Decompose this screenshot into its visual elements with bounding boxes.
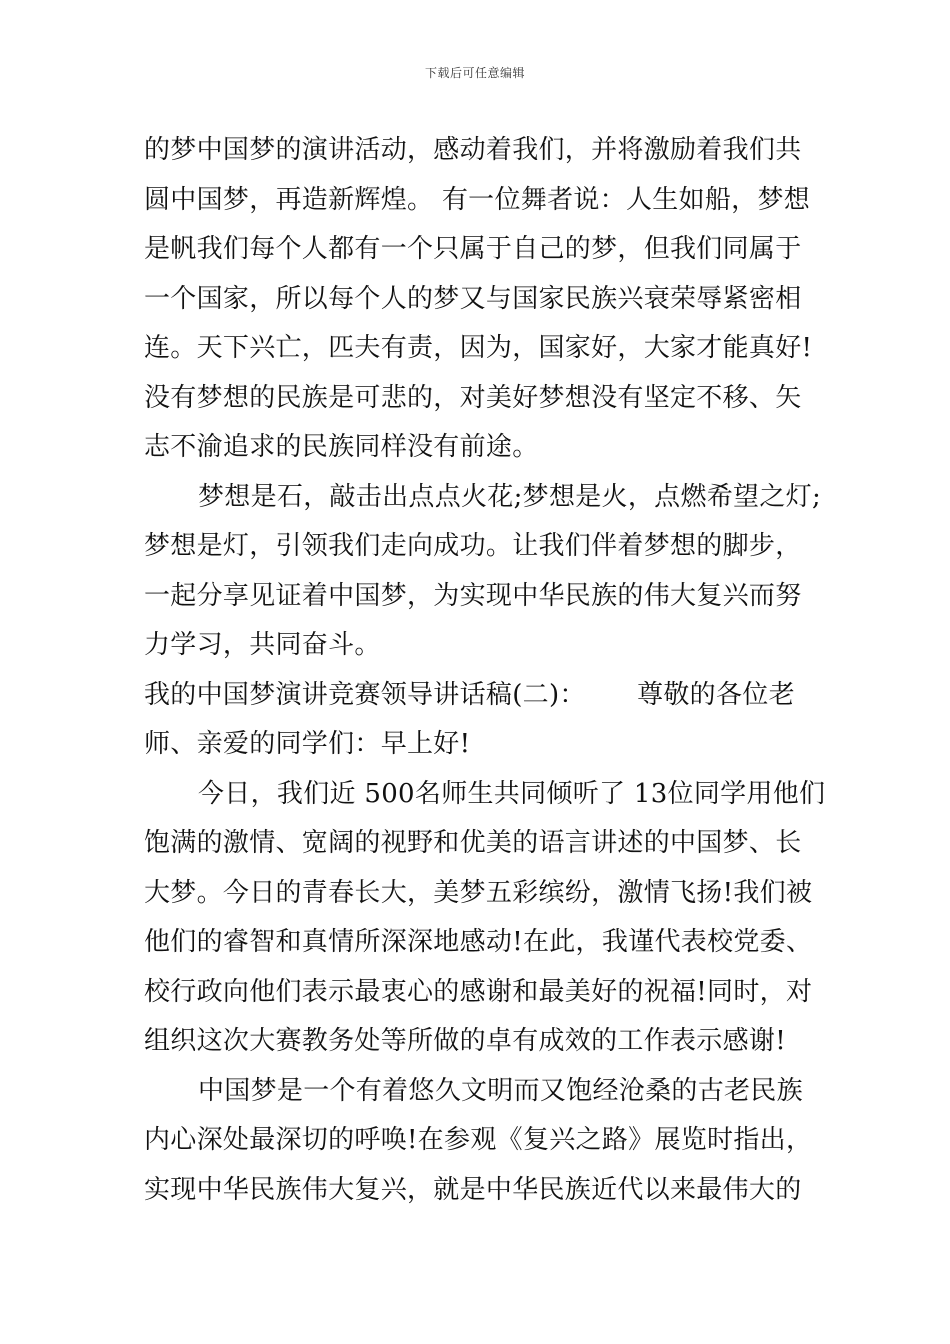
page-header: 下载后可任意编辑 — [424, 66, 525, 80]
text-line: 大梦。今日的青春长大，美梦五彩缤纷，激情飞扬!我们被 — [144, 877, 813, 908]
text-line: 一起分享见证着中国梦，为实现中华民族的伟大复兴而努 — [144, 580, 802, 611]
text-line: 实现中华民族伟大复兴，就是中华民族近代以来最伟大的 — [144, 1174, 802, 1205]
greeting-line: 师、亲爱的同学们：早上好! — [144, 729, 471, 759]
paragraph-start-line: 梦想是石，敲击出点点火花;梦想是火，点燃希望之灯; — [198, 481, 822, 512]
text-line: 圆中国梦，再造新辉煌。 有一位舞者说：人生如船，梦想 — [144, 184, 811, 215]
document-body — [144, 126, 826, 1215]
text-line: 力学习，共同奋斗。 — [144, 630, 381, 660]
text-line: 的梦中国梦的演讲活动，感动着我们，并将激励着我们共 — [144, 135, 802, 165]
section-heading-line: 我的中国梦演讲竞赛领导讲话稿(二)： 尊敬的各位老 — [144, 679, 795, 710]
text-line: 校行政向他们表示最衷心的感谢和最美好的祝福!同时，对 — [144, 976, 813, 1007]
text-line: 志不渝追求的民族同样没有前途。 — [144, 432, 539, 462]
paragraph-start-line: 今日，我们近 500名师生共同倾听了 13位同学用他们 — [198, 778, 826, 809]
text-line: 连。天下兴亡，匹夫有责，因为，国家好，大家才能真好! — [144, 333, 813, 363]
text-line: 没有梦想的民族是可悲的，对美好梦想没有坚定不移、矢 — [144, 382, 802, 413]
text-line: 一个国家，所以每个人的梦又与国家民族兴衰荣辱紧密相 — [144, 283, 802, 314]
text-line: 他们的睿智和真情所深深地感动!在此，我谨代表校党委、 — [144, 927, 813, 957]
text-line: 内心深处最深切的呼唤!在参观《复兴之路》展览时指出， — [144, 1125, 813, 1155]
text-line: 组织这次大赛教务处等所做的卓有成效的工作表示感谢! — [144, 1026, 786, 1056]
text-line: 饱满的激情、宽阔的视野和优美的语言讲述的中国梦、长 — [144, 828, 802, 858]
text-line: 梦想是灯，引领我们走向成功。让我们伴着梦想的脚步， — [144, 531, 802, 561]
paragraph-start-line: 中国梦是一个有着悠久文明而又饱经沧桑的古老民族 — [198, 1075, 803, 1106]
text-line: 是帆我们每个人都有一个只属于自己的梦，但我们同属于 — [144, 234, 802, 264]
